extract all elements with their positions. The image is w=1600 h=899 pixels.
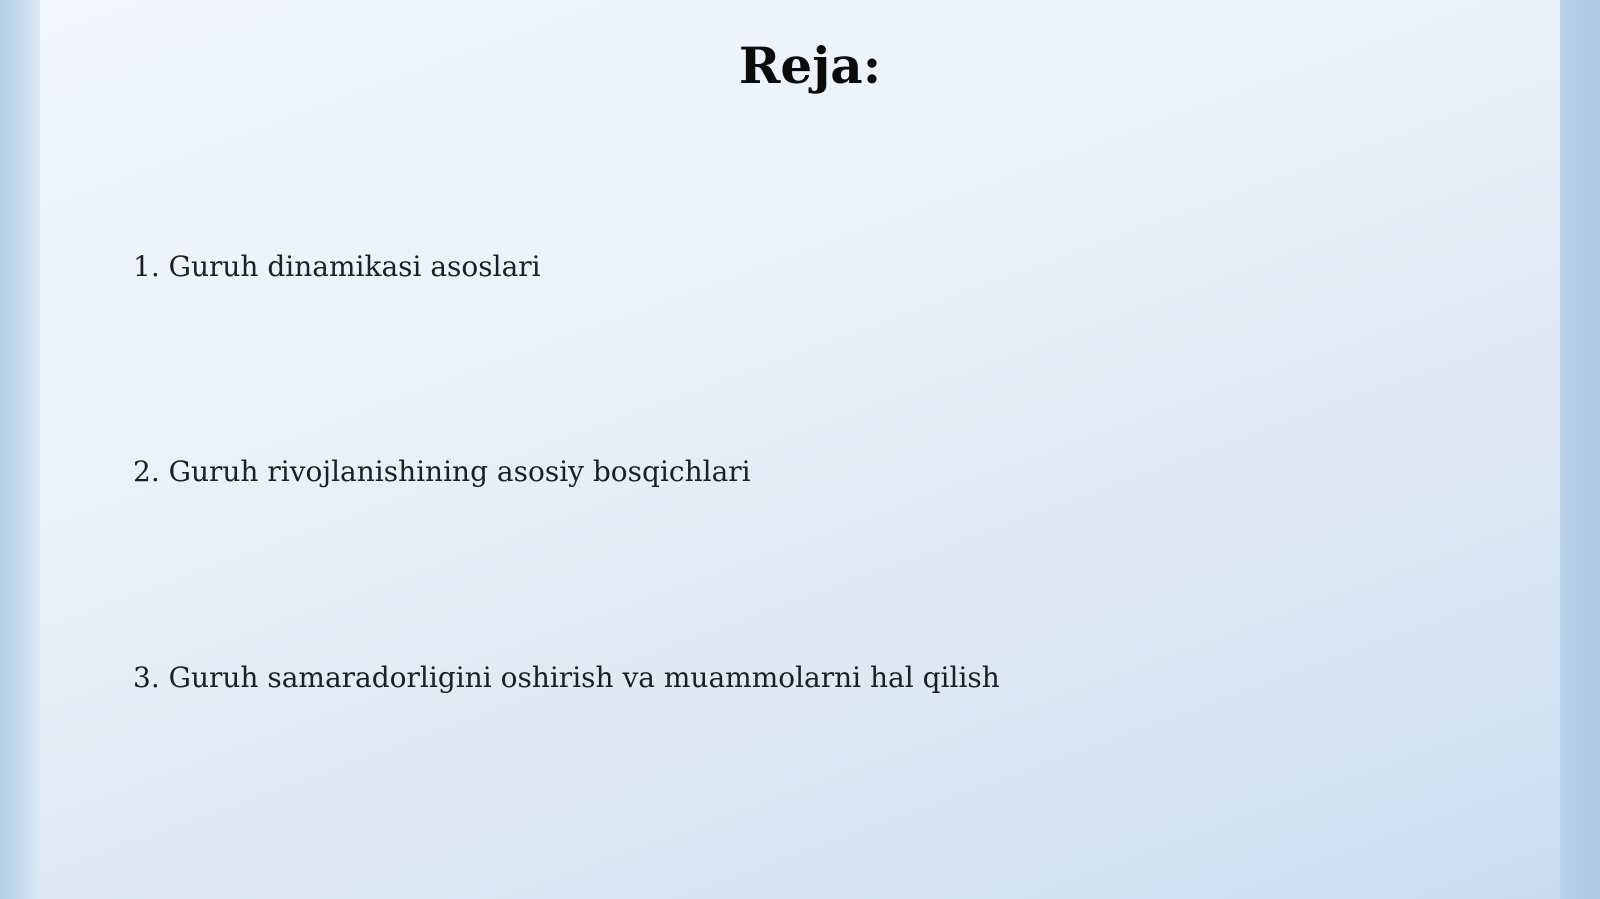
slide [40, 0, 1560, 899]
plan-item-3: 3. Guruh samaradorligini oshirish va muammolarni hal qilish [133, 661, 1000, 694]
plan-item-1: 1. Guruh dinamikasi asoslari [133, 250, 541, 283]
slide-title: Reja: [738, 36, 882, 95]
plan-item-2: 2. Guruh rivojlanishining asosiy bosqichlari [133, 455, 751, 488]
